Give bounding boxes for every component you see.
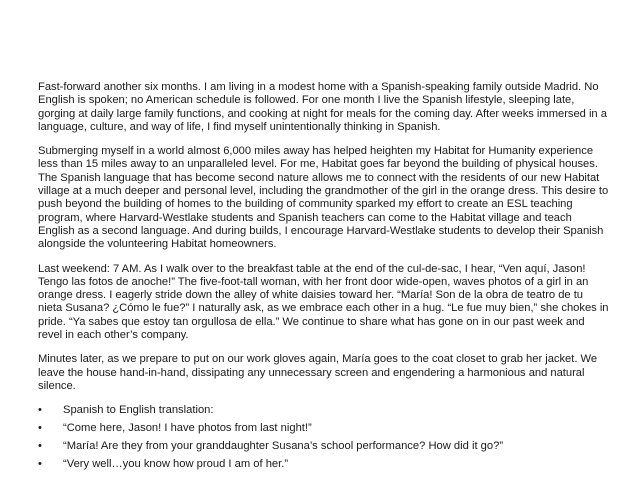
bullet-dot: • <box>38 404 42 417</box>
bullet-dot: • <box>38 422 42 435</box>
slide-body <box>38 81 610 476</box>
bullet-item <box>38 422 610 435</box>
paragraph-habitat-experience: Submerging myself in a world almost 6,000 miles away has helped heighten my Habitat for Humanity experience less than 15 miles away to an unparalleled level. For me, Habitat goes far beyond the building of physical houses. The Spanish language that has become second nature allows me to connect with the residents of our new Habitat village at a much deeper and personal level, including the grandmother of the girl in the orange dress. This desire to push beyond the building of homes to the building of community sparked my effort to create an ESL teaching program, where Harvard-Westlake students and Spanish teachers can come to the Habitat village and teach English as a second language. And during builds, I encourage Harvard-Westlake students to develop their Spanish alongside the volunteering Habitat homeowners. <box>38 145 609 251</box>
bullet-item <box>38 440 610 453</box>
bullet-dot: • <box>38 440 42 453</box>
bullet-item <box>38 404 610 417</box>
bullet-item <box>38 458 610 471</box>
bullet-text: Spanish to English translation: <box>63 404 214 417</box>
paragraph-last-weekend: Last weekend: 7 AM. As I walk over to the breakfast table at the end of the cul-de-sac, I hear, “Ven aquí, Jason! Tengo las fotos de anoche!” The five-foot-tall woman, with her front door wide-open, waves photos of a girl in an orange dress. I eagerly stride down the alley of white daisies toward her. “María! Son de la obra de teatro de tu nieta Susana? ¿Cómo le fue?” I naturally ask, as we embrace each other in a hug. “Le fue muy bien,” she chokes in pride. “Ya sabes que estoy tan orgullosa de ella.” We continue to share what has gone on in our past week and revel in each other’s company. <box>38 262 609 342</box>
paragraph-minutes-later: Minutes later, as we prepare to put on our work gloves again, María goes to the coat closet to grab her jacket. We leave the house hand-in-hand, dissipating any unnecessary screen and engendering a harmonious and natural silence. <box>38 353 598 392</box>
bullet-text: “María! Are they from your granddaughter Susana’s school performance? How did it go?” <box>63 440 504 453</box>
translation-bullet-list <box>38 404 610 471</box>
paragraph-six-months-madrid: Fast-forward another six months. I am living in a modest home with a Spanish-speaking family outside Madrid. No English is spoken; no American schedule is followed. For one month I live the Spanish lifestyle, sleeping late, gorging at daily large family functions, and cooking at night for meals for the coming day. After weeks immersed in a language, culture, and way of life, I find myself unintentionally thinking in Spanish. <box>38 81 607 133</box>
bullet-text: “Come here, Jason! I have photos from last night!” <box>63 422 312 435</box>
bullet-dot: • <box>38 457 42 470</box>
bullet-text: “Very well…you know how proud I am of her.” <box>63 457 289 470</box>
